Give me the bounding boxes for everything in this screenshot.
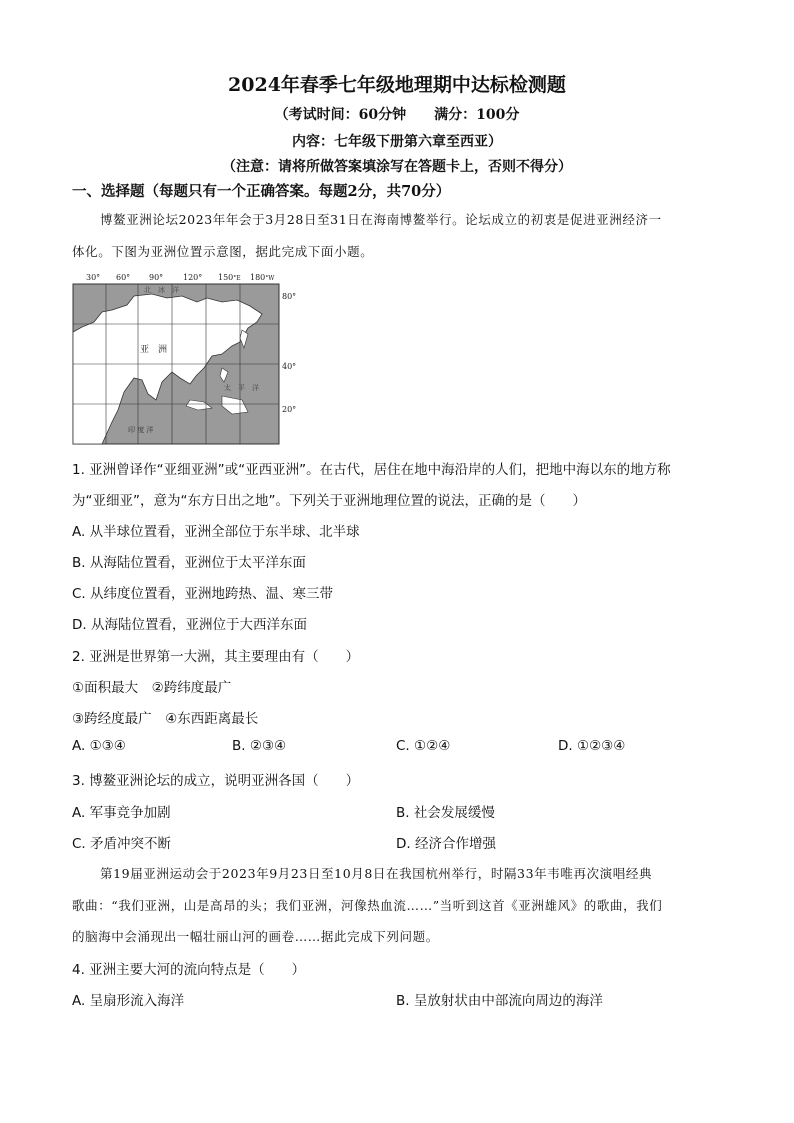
- asia-location-map: [72, 272, 302, 446]
- q2-option-c: C. ①②④: [396, 738, 451, 754]
- q2-stem: 2. 亚洲是世界第一大洲，其主要理由有（ ）: [72, 649, 360, 665]
- passage1-line2: 体化。下图为亚洲位置示意图，据此完成下面小题。: [72, 244, 374, 259]
- section-title: 一、选择题（每题只有一个正确答案。每题2分，共70分）: [72, 183, 451, 200]
- lon-label-30: 30°: [86, 273, 101, 282]
- lon-label-150: 150: [218, 273, 234, 282]
- exam-content: 内容：七年级下册第六章至西亚）: [292, 134, 502, 150]
- q4-option-a: A. 呈扇形流入海洋: [72, 993, 185, 1009]
- exam-notice: （注意：请将所做答案填涂写在答题卡上，否则不得分）: [222, 159, 572, 175]
- map-label-arctic-ocean: 北 冰 洋: [144, 286, 179, 294]
- q1-option-c: C. 从纬度位置看，亚洲地跨热、温、寒三带: [72, 586, 334, 602]
- lat-label-40: 40°: [282, 362, 297, 371]
- q1-option-b: B. 从海陆位置看，亚洲位于太平洋东面: [72, 555, 306, 571]
- q3-option-b: B. 社会发展缓慢: [396, 805, 495, 821]
- lon-label-90: 90°: [149, 273, 164, 282]
- q1-option-a: A. 从半球位置看，亚洲全部位于东半球、北半球: [72, 524, 360, 540]
- map-label-pacific-ocean: 太 平 洋: [224, 384, 259, 392]
- q2-items-line2: ③跨经度最广 ④东西距离最长: [72, 711, 259, 727]
- lon-label-180: 180: [250, 273, 266, 282]
- q3-option-c: C. 矛盾冲突不断: [72, 836, 172, 852]
- map-label-indian-ocean: 印 度 洋: [128, 426, 154, 434]
- exam-title: 2024年春季七年级地理期中达标检测题: [228, 74, 566, 96]
- lon-label-120: 120°: [183, 273, 203, 282]
- map-label-asia: 亚 洲: [140, 345, 168, 355]
- q2-option-a: A. ①③④: [72, 738, 126, 754]
- passage1-line1: 博鳌亚洲论坛2023年年会于3月28日至31日在海南博鳌举行。论坛成立的初衷是促进亚洲经济一: [100, 212, 662, 227]
- lon-label-60: 60°: [116, 273, 131, 282]
- passage2-line1: 第19届亚洲运动会于2023年9月23日至10月8日在我国杭州举行，时隔33年韦唯再次演唱经典: [100, 866, 653, 881]
- svg-text:150°E: 150°E: [218, 273, 241, 282]
- q1-option-d: D. 从海陆位置看，亚洲位于大西洋东面: [72, 617, 307, 633]
- q1-stem-line1: 1. 亚洲曾译作“亚细亚洲”或“亚西亚洲”。在古代，居住在地中海沿岸的人们，把地中海以东的地方称: [72, 462, 671, 478]
- q4-stem: 4. 亚洲主要大河的流向特点是（ ）: [72, 962, 306, 978]
- q3-option-a: A. 军事竞争加剧: [72, 805, 171, 821]
- passage2-line3: 的脑海中会涌现出一幅壮丽山河的画卷……据此完成下列问题。: [72, 929, 439, 944]
- q3-stem: 3. 博鳌亚洲论坛的成立，说明亚洲各国（ ）: [72, 773, 360, 789]
- q2-option-b: B. ②③④: [232, 738, 287, 754]
- q2-option-d: D. ①②③④: [558, 738, 626, 754]
- lat-label-20: 20°: [282, 405, 297, 414]
- svg-text:180°W: 180°W: [250, 273, 275, 282]
- exam-info: （考试时间：60分钟 满分：100分: [274, 107, 520, 123]
- q4-option-b: B. 呈放射状由中部流向周边的海洋: [396, 993, 603, 1009]
- q1-stem-line2: 为“亚细亚”，意为“东方日出之地”。下列关于亚洲地理位置的说法，正确的是（ ）: [72, 493, 586, 509]
- q2-items-line1: ①面积最大 ②跨纬度最广: [72, 680, 232, 696]
- lat-label-80: 80°: [282, 292, 297, 301]
- q3-option-d: D. 经济合作增强: [396, 836, 496, 852]
- passage2-line2: 歌曲：“我们亚洲，山是高昂的头；我们亚洲，河像热血流……”当听到这首《亚洲雄风》的歌曲，我们: [72, 898, 663, 913]
